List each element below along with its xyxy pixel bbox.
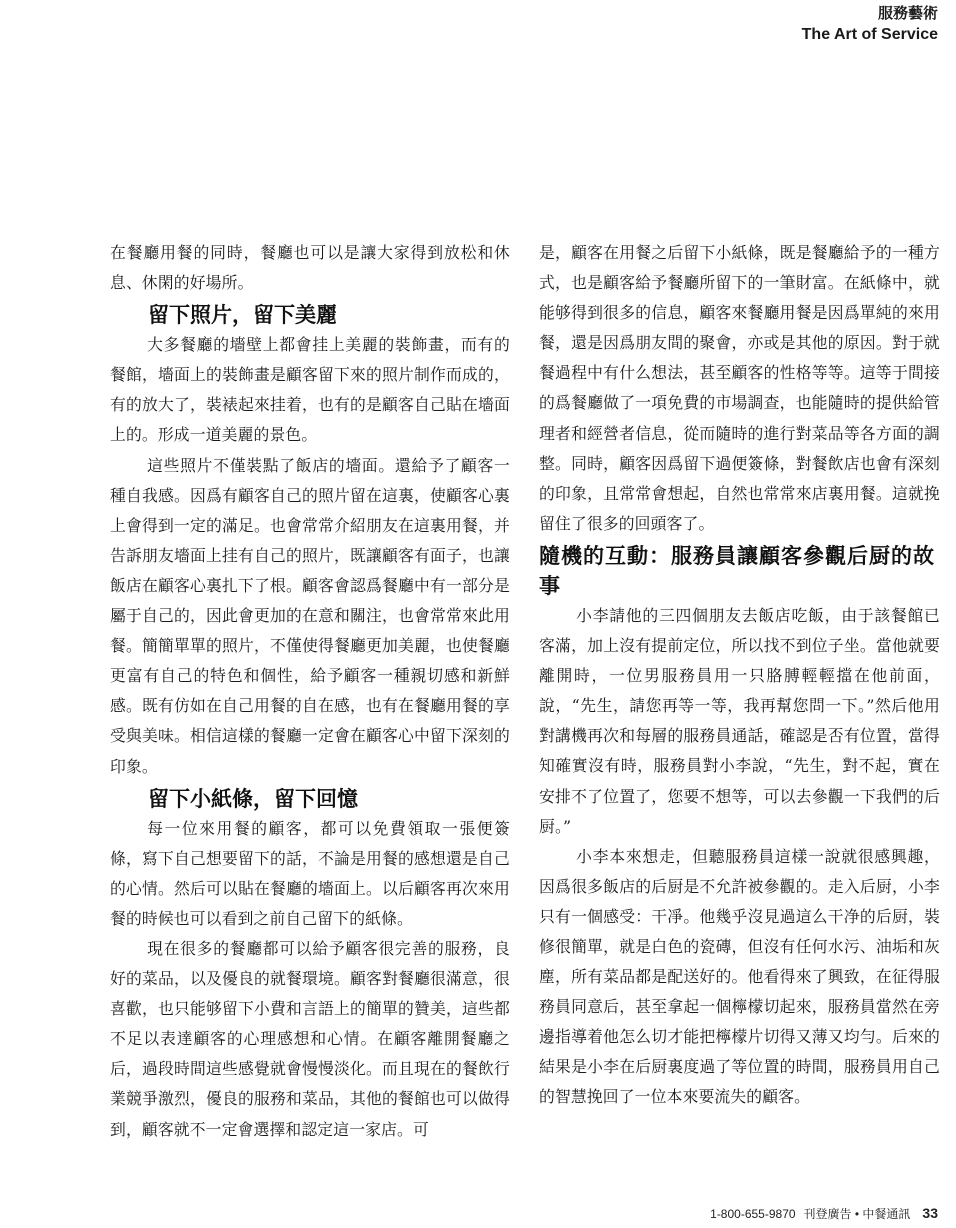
section-title-en: The Art of Service bbox=[801, 26, 938, 43]
body-paragraph: 現在很多的餐廳都可以給予顧客很完善的服務，良好的菜品，以及優良的就餐環境。顧客對餐廳很滿意，很喜歡，也只能够留下小費和言語上的簡單的贊美，這些都不足以表達顧客的心理感想和心情。在顧客離開餐廳之后，過段時間這些感覺就會慢慢淡化。而且現在的餐飲行業競爭激烈，優良的服務和菜品，其他的餐館也可以做得到，顧客就不一定會選擇和認定這一家店。可 bbox=[110, 938, 510, 1139]
body-paragraph: 大多餐廳的墻壁上都會挂上美麗的裝飾畫，而有的餐館，墻面上的裝飾畫是顧客留下來的照片制作而成的，有的放大了，裝裱起來挂着，也有的是顧客自己貼在墻面上的。形成一道美麗的景色。 bbox=[110, 335, 510, 445]
subheading-kitchen-tour: 隨機的互動：服務員讓顧客參觀后厨的故事 bbox=[539, 543, 935, 598]
section-header bbox=[802, 2, 938, 46]
body-paragraph: 在餐廳用餐的同時，餐廳也可以是讓大家得到放松和休息、休閑的好場所。 bbox=[110, 243, 510, 293]
body-paragraph: 這些照片不僅裝點了飯店的墻面。還給予了顧客一種自我感。因爲有顧客自己的照片留在這裏，使顧客心裏上會得到一定的滿足。也會常常介紹朋友在這裏用餐，并告訴朋友墻面上挂有自己的照片，既讓顧客有面子，也讓飯店在顧客心裏扎下了根。顧客會認爲餐廳中有一部分是屬于自己的，因此會更加的在意和關注，也會常常來此用餐。簡簡單單的照片，不僅使得餐廳更加美麗，也使餐廳更富有自己的特色和個性，給予顧客一種親切感和新鮮感。既有仿如在自己用餐的自在感，也有在餐廳用餐的享受與美味。相信這樣的餐廳一定會在顧客心中留下深刻的印象。 bbox=[110, 455, 510, 776]
page-number: 33 bbox=[922, 1205, 938, 1221]
page-footer bbox=[710, 1205, 938, 1222]
body-paragraph: 小李請他的三四個朋友去飯店吃飯，由于該餐館已客滿，加上沒有提前定位，所以找不到位子坐。當他就要離開時，一位男服務員用一只胳膊輕輕擋在他前面，說，“先生，請您再等一等，我再幫您問一下。”然后他用對講機再次和每層的服務員通話，確認是否有位置，當得知確實沒有時，服務員對小李說，“先生，對不起，實在安排不了位置了，您要不想等，可以去參觀一下我們的后厨。” bbox=[539, 605, 940, 836]
left-column bbox=[110, 238, 510, 1145]
section-title-zh: 服務藝術 bbox=[877, 4, 938, 22]
footer-text: 刊登廣告 • 中餐通訊 bbox=[803, 1207, 911, 1221]
right-column bbox=[539, 238, 940, 1113]
body-paragraph: 每一位來用餐的顧客，都可以免費領取一張便簽條，寫下自己想要留下的話，不論是用餐的感想還是自己的心情。然后可以貼在餐廳的墻面上。以后顧客再次來用餐的時候也可以看到之前自己留下的紙條。 bbox=[110, 818, 510, 928]
subheading-notes: 留下小紙條，留下回憶 bbox=[148, 786, 358, 811]
subheading-photos: 留下照片，留下美麗 bbox=[148, 303, 337, 328]
body-paragraph: 是，顧客在用餐之后留下小紙條，既是餐廳給予的一種方式，也是顧客給予餐廳所留下的一筆財富。在紙條中，就能够得到很多的信息，顧客來餐廳用餐是因爲單純的來用餐，還是因爲朋友間的聚會，亦或是其他的原因。對于就餐過程中有什么想法，甚至顧客的性格等等。這等于間接的爲餐廳做了一項免費的市場調查，也能隨時的提供給管理者和經營者信息，從而隨時的進行對菜品等各方面的調整。同時，顧客因爲留下過便簽條，對餐飲店也會有深刻的印象，且常常會想起，自然也常常來店裏用餐。這就挽留住了很多的回頭客了。 bbox=[539, 243, 940, 533]
body-paragraph: 小李本來想走，但聽服務員這樣一說就很感興趣，因爲很多飯店的后厨是不允許被參觀的。走入后厨，小李只有一個感受：干凈。他幾乎沒見過這么干净的后厨，裝修很簡單，就是白色的瓷磚，但沒有任何水污、油垢和灰塵，所有菜品都是配送好的。他看得來了興致，在征得服務員同意后，甚至拿起一個檸檬切起來，服務員當然在旁邊指導着他怎么切才能把檸檬片切得又薄又均勻。后來的結果是小李在后厨裏度過了等位置的時間，服務員用自己的智慧挽回了一位本來要流失的顧客。 bbox=[539, 846, 940, 1107]
footer-phone: 1-800-655-9870 bbox=[710, 1207, 796, 1221]
